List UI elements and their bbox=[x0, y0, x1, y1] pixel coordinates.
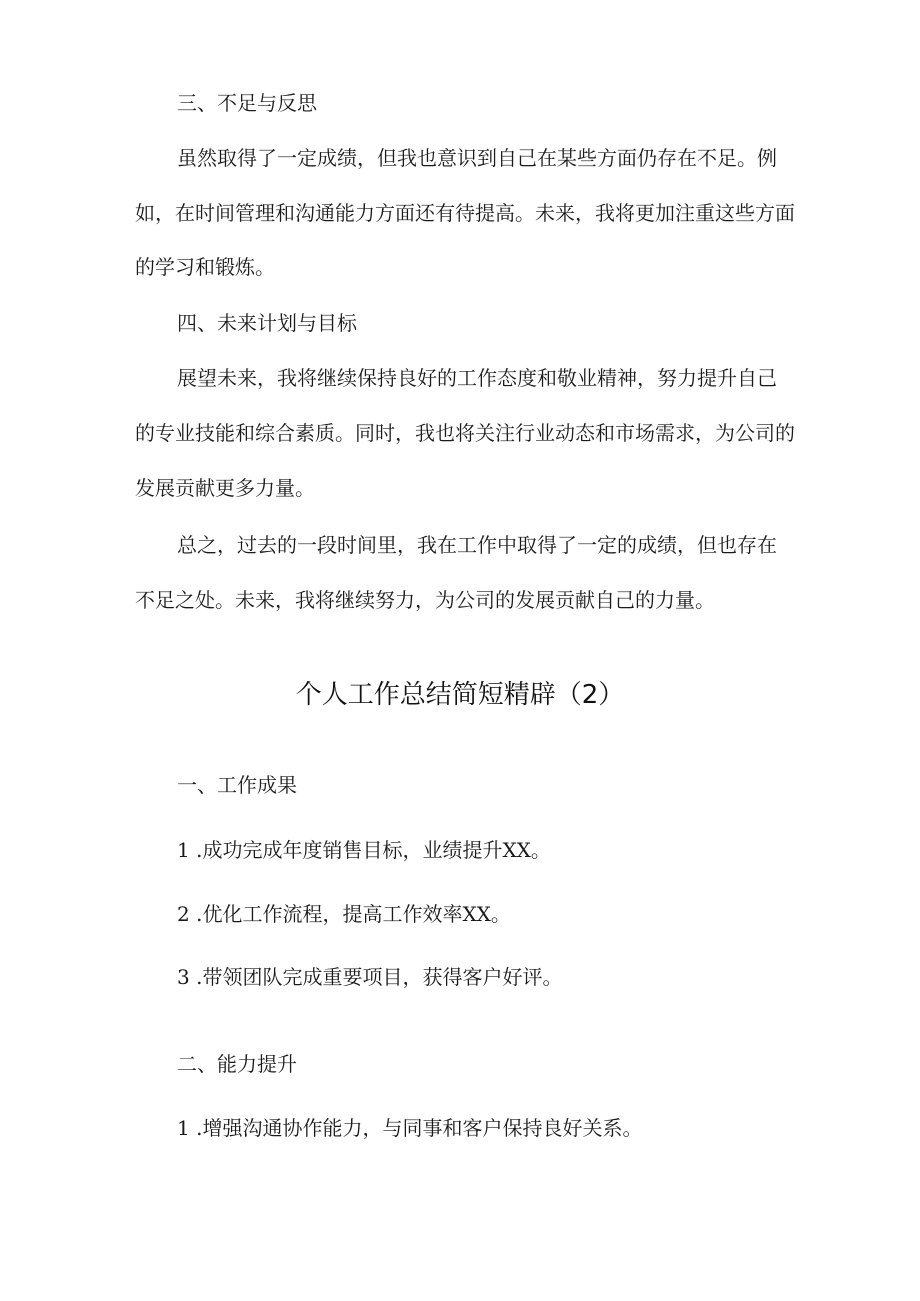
paragraph-line: 展望未来，我将继续保持良好的工作态度和敬业精神，努力提升自己 bbox=[177, 366, 777, 390]
list-item: 1 .成功完成年度销售目标，业绩提升XX。 bbox=[177, 838, 551, 862]
paragraph-line: 虽然取得了一定成绩，但我也意识到自己在某些方面仍存在不足。例 bbox=[177, 146, 777, 170]
paragraph-line: 发展贡献更多力量。 bbox=[135, 476, 315, 500]
paragraph-line: 总之，过去的一段时间里，我在工作中取得了一定的成绩，但也存在 bbox=[177, 533, 777, 557]
section-heading: 四、未来计划与目标 bbox=[177, 311, 357, 335]
document-title: 个人工作总结简短精辟（2） bbox=[295, 680, 625, 710]
section-heading: 二、能力提升 bbox=[177, 1052, 297, 1076]
paragraph-line: 的专业技能和综合素质。同时，我也将关注行业动态和市场需求，为公司的 bbox=[135, 421, 795, 445]
section-heading: 一、工作成果 bbox=[177, 773, 297, 797]
paragraph-line: 如，在时间管理和沟通能力方面还有待提高。未来，我将更加注重这些方面 bbox=[135, 201, 795, 225]
paragraph-line: 的学习和锻炼。 bbox=[135, 255, 275, 279]
section-heading: 三、不足与反思 bbox=[177, 91, 317, 115]
list-item: 3 .带领团队完成重要项目，获得客户好评。 bbox=[177, 965, 563, 989]
list-item: 2 .优化工作流程，提高工作效率XX。 bbox=[177, 902, 511, 926]
list-item: 1 .增强沟通协作能力，与同事和客户保持良好关系。 bbox=[177, 1116, 643, 1140]
paragraph-line: 不足之处。未来，我将继续努力，为公司的发展贡献自己的力量。 bbox=[135, 588, 715, 612]
